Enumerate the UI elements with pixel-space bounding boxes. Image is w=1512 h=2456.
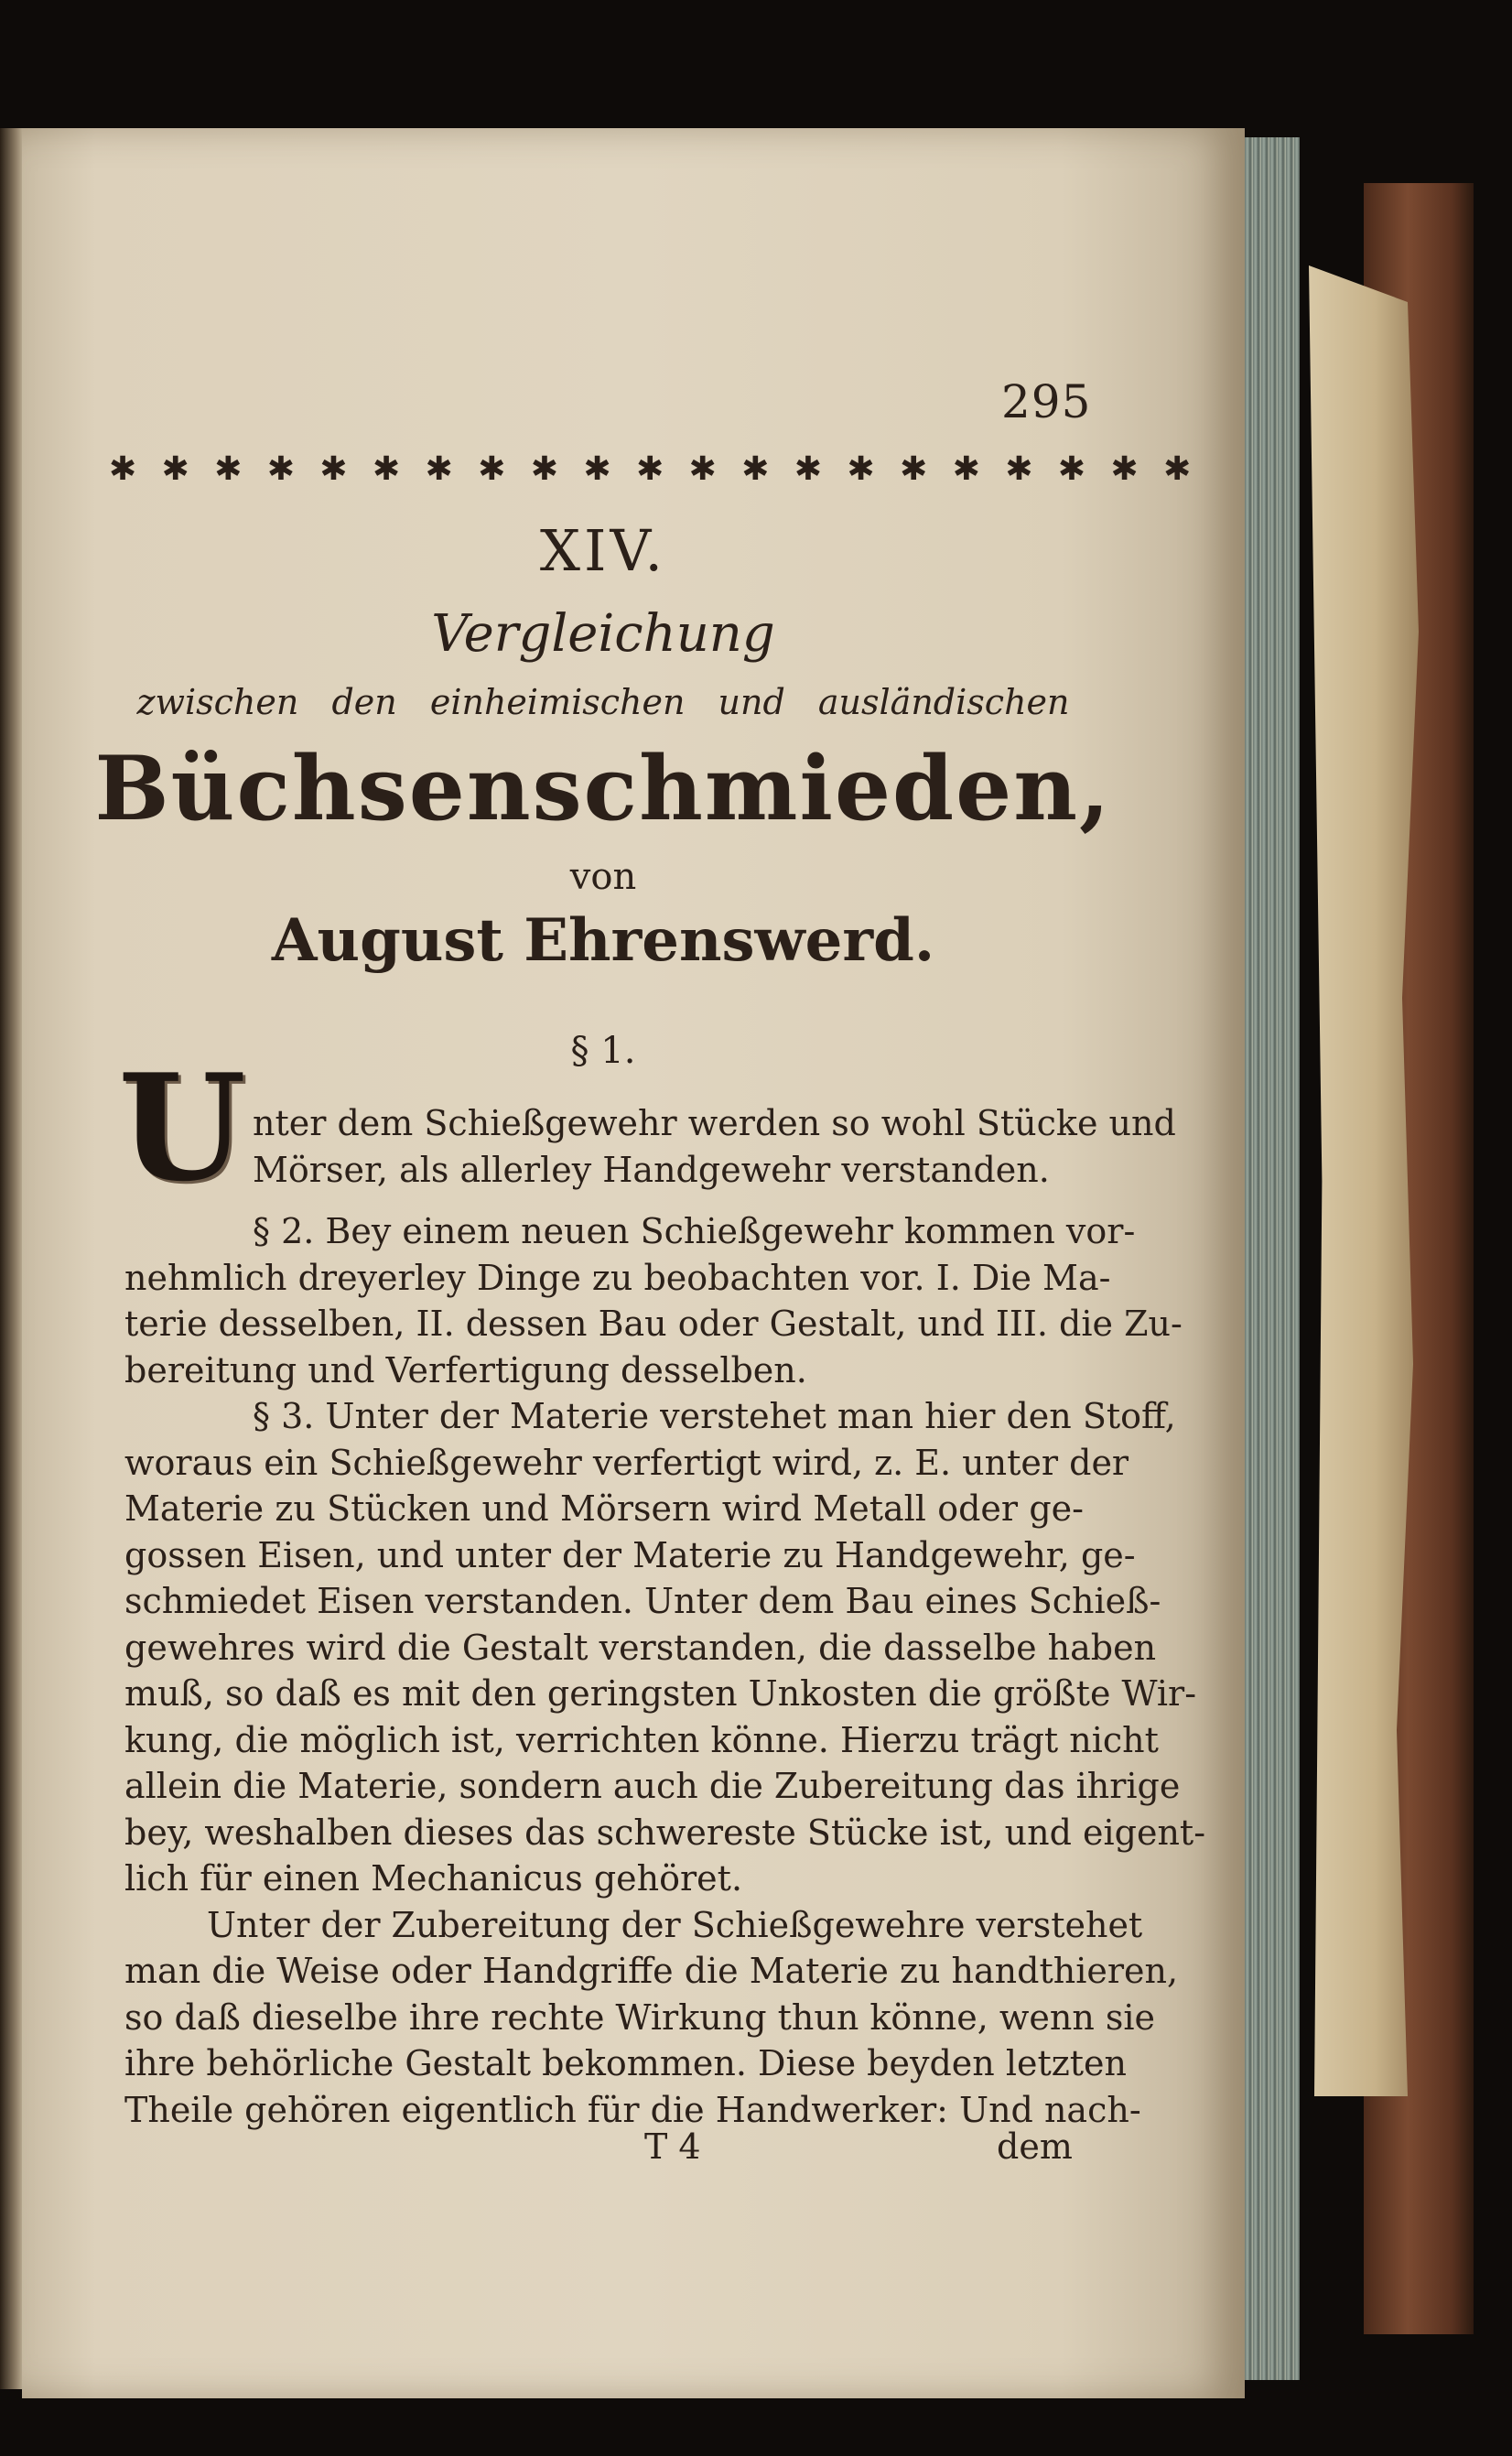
chapter-number: XIV. — [539, 517, 667, 584]
body-line: bey, weshalben dieses das schwereste Stücke ist, und eigent- — [124, 1812, 1206, 1853]
body-line: lich für einen Mechanicus gehöret. — [124, 1858, 743, 1899]
body-line: man die Weise oder Handgriffe die Materie zu handthieren, — [124, 1951, 1179, 1991]
catchword: dem — [997, 2126, 1073, 2167]
author-line: August Ehrenswerd. — [271, 906, 935, 975]
body-line: Theile gehören eigentlich für die Handwerker: Und nach- — [124, 2089, 1141, 2130]
drop-cap: U — [118, 1042, 246, 1214]
section-1-line-1: nter dem Schießgewehr werden so wohl Stücke und — [253, 1103, 1176, 1143]
body-line: schmiedet Eisen verstanden. Unter dem Bau eines Schieß- — [124, 1581, 1161, 1621]
signature-mark: T 4 — [644, 2126, 701, 2167]
page-number: 295 — [1001, 375, 1092, 428]
ornament-rule: ✱ ✱ ✱ ✱ ✱ ✱ ✱ ✱ ✱ ✱ ✱ ✱ ✱ ✱ ✱ ✱ ✱ ✱ ✱ ✱ ✱ — [109, 450, 1199, 488]
body-line: Unter der Zubereitung der Schießgewehre verstehet — [207, 1904, 1143, 1945]
section-1-line-2: Mörser, als allerley Handgewehr verstanden. — [253, 1150, 1050, 1190]
book-page — [22, 128, 1245, 2398]
body-line: gossen Eisen, und unter der Materie zu Handgewehr, ge- — [124, 1534, 1136, 1575]
body-line: Materie zu Stücken und Mörsern wird Metall oder ge- — [124, 1488, 1084, 1529]
body-line: § 3. Unter der Materie verstehet man hier den Stoff, — [253, 1396, 1176, 1436]
body-line: muß, so daß es mit den geringsten Unkosten die größte Wir- — [124, 1673, 1197, 1714]
body-line: gewehres wird die Gestalt verstanden, die dasselbe haben — [124, 1627, 1157, 1668]
body-line: nehmlich dreyerley Dinge zu beobachten vor. I. Die Ma- — [124, 1257, 1111, 1298]
body-line: ihre behörliche Gestalt bekommen. Diese beyden letzten — [124, 2043, 1127, 2083]
body-line: kung, die möglich ist, verrichten könne. Hierzu trägt nicht — [124, 1719, 1159, 1760]
title-line-3: Büchsenschmieden, — [94, 737, 1112, 840]
section-mark: § 1. — [570, 1030, 636, 1072]
body-line: allein die Materie, sondern auch die Zubereitung das ihrige — [124, 1766, 1181, 1806]
body-line: so daß dieselbe ihre rechte Wirkung thun könne, wenn sie — [124, 1996, 1156, 2038]
title-line-2: zwischen den einheimischen und ausländischen — [136, 682, 1070, 722]
title-line-1: Vergleichung — [431, 604, 775, 664]
page-block-edges — [1245, 137, 1300, 2380]
title-line-4: von — [569, 856, 637, 898]
left-page-edge — [0, 128, 22, 2389]
body-line: § 2. Bey einem neuen Schießgewehr kommen vor- — [253, 1211, 1136, 1251]
body-line: bereitung und Verfertigung desselben. — [124, 1349, 807, 1390]
body-line: terie desselben, II. dessen Bau oder Gestalt, und III. die Zu- — [124, 1304, 1183, 1344]
torn-paper-slip — [1309, 265, 1419, 2096]
body-line: woraus ein Schießgewehr verfertigt wird, z. E. unter der — [124, 1442, 1129, 1483]
